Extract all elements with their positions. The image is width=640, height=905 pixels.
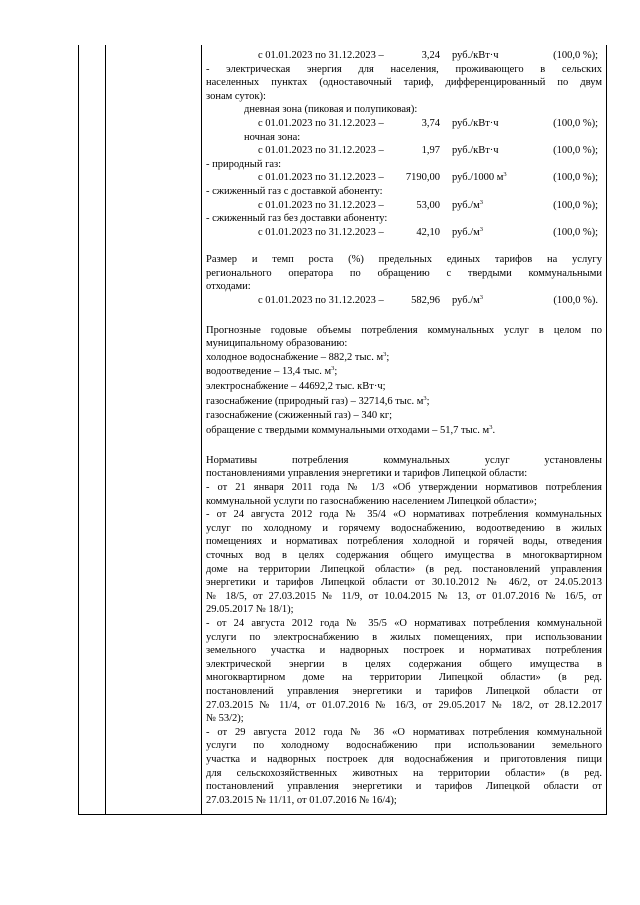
tariff-row-solid-waste-value: 582,96: [411, 294, 440, 306]
volume-sewerage-tail: ;: [334, 365, 338, 377]
norms-line: помещениях и нормативах потребления холодной и горячей воды, отведения: [206, 536, 602, 548]
norms-line: для сельскохозяйственных животных на территории области» (в ред.: [206, 767, 602, 779]
volume-electricity: [206, 380, 602, 394]
tariff-row-solid-waste-unit-text: руб./м: [452, 294, 480, 306]
tariff-row-electricity-unit: [452, 49, 499, 63]
volume-natural-gas: [206, 395, 602, 409]
tariff-row-natural-gas: [206, 171, 602, 185]
volume-cold-water: [206, 351, 602, 365]
lpg-delivery-label: - сжиженный газ с доставкой абоненту:: [206, 186, 383, 197]
tariff-row-natural-gas-unit-text: руб./1000 м: [452, 172, 504, 184]
tariff-row-solid-waste-unit: [452, 294, 483, 308]
tariff-row-night-zone-unit: [452, 144, 499, 158]
norms-line: услуг по холодному и горячему водоснабжению, водоотведению в жилых: [206, 522, 602, 534]
norms-line: земельного участка и надворных построек и нормативах потребления: [206, 645, 602, 657]
tariff-row-night-zone-period: с 01.01.2023 по 31.12.2023 –: [258, 145, 384, 157]
norms-line: электрической энергии в целях содержания общего имущества в: [206, 658, 602, 670]
volume-cold-water-sup: 3: [383, 350, 387, 358]
waste-tariff-line: Размер и темп роста (%) предельных единых тарифов на услугу: [206, 254, 602, 265]
tariff-row-natural-gas-period: с 01.01.2023 по 31.12.2023 –: [258, 172, 384, 184]
tariff-row-lpg-no-delivery-unit-sup: 3: [479, 225, 484, 233]
tariff-row-day-zone: [206, 117, 602, 131]
column-divider-1: [105, 45, 106, 814]
tariff-row-natural-gas-percent: (100,0 %);: [553, 172, 598, 184]
waste-tariff-line: отходами:: [206, 281, 251, 293]
tariff-row-electricity: [206, 49, 602, 63]
tariff-row-night-zone-percent: (100,0 %);: [553, 145, 598, 157]
tariff-row-natural-gas-value: 7190,00: [405, 172, 440, 184]
volume-natural-gas-sup: 3: [423, 394, 427, 402]
tariff-row-lpg-no-delivery-unit: [452, 226, 483, 240]
volume-cold-water-text: холодное водоснабжение – 882,2 тыс. м: [206, 351, 384, 363]
tariff-row-lpg-no-delivery-percent: (100,0 %);: [553, 226, 598, 238]
norms-line: № 53/2);: [206, 713, 244, 725]
norms-line: сточных вод в целях содержания общего имущества в многоквартирном: [206, 550, 602, 562]
tariff-row-lpg-delivery-unit-text: руб./м: [452, 199, 480, 211]
volume-electricity-text: электроснабжение – 44692,2 тыс. кВт·ч;: [206, 381, 386, 393]
norms-line: постановлений управления энергетики и тарифов Липецкой области от: [206, 781, 602, 793]
tariff-row-lpg-delivery-period: с 01.01.2023 по 31.12.2023 –: [258, 199, 384, 211]
natural-gas-label: - природный газ:: [206, 158, 282, 170]
norms-line: постановлениями управления энергетики и тарифов Липецкой области:: [206, 468, 528, 480]
norms-line: постановлений управления энергетики и тарифов Липецкой области от: [206, 686, 602, 698]
volumes-intro-line: Прогнозные годовые объемы потребления коммунальных услуг в целом по: [206, 324, 602, 336]
norms-line: коммунальной услуги по газоснабжению населением Липецкой области»;: [206, 495, 537, 507]
norms-line: - от 24 августа 2012 года № 35/4 «О нормативах потребления коммунальных: [206, 509, 602, 521]
night-zone-label: ночная зона:: [244, 131, 301, 143]
tariff-row-lpg-no-delivery-unit-text: руб./м: [452, 226, 480, 238]
norms-line: многоквартирном доме на территории Липецкой области» (в ред.: [206, 672, 602, 684]
table-text-cell: [206, 45, 602, 815]
tariff-row-electricity-unit-text: руб./кВт·ч: [452, 50, 499, 61]
volume-lpg: [206, 409, 602, 423]
tariff-row-night-zone-value: 1,97: [421, 145, 440, 157]
tariff-row-lpg-no-delivery: [206, 226, 602, 240]
tariff-row-lpg-no-delivery-value: 42,10: [416, 226, 440, 238]
volumes-intro-line: муниципальному образованию:: [206, 338, 348, 350]
tariff-row-electricity-value: 3,24: [421, 50, 440, 61]
rural-heading-line: зонам суток):: [206, 90, 266, 102]
norms-line: услуги по холодному водоснабжению при использовании земельного: [206, 740, 602, 752]
volume-solid-waste-text: обращение с твердыми коммунальными отходами – 51,7 тыс. м: [206, 424, 490, 436]
tariff-row-electricity-period: с 01.01.2023 по 31.12.2023 –: [258, 50, 384, 61]
tariff-row-solid-waste-period: с 01.01.2023 по 31.12.2023 –: [258, 294, 384, 306]
rural-heading-line: населенных пунктах (одноставочный тариф, дифференцированный по двум: [206, 77, 602, 89]
tariff-row-night-zone-unit-text: руб./кВт·ч: [452, 145, 499, 157]
norms-line: 27.03.2015 № 11/4, от 01.07.2016 № 16/3, от 29.05.2017 № 18/2, от 28.12.2017: [206, 699, 602, 711]
tariff-row-natural-gas-unit-sup: 3: [503, 171, 507, 179]
tariff-row-day-zone-value: 3,74: [421, 118, 440, 129]
norms-line: доме на территории Липецкой области» (в ред. постановлений управления: [206, 563, 602, 575]
tariff-row-day-zone-period: с 01.01.2023 по 31.12.2023 –: [258, 118, 384, 129]
tariff-row-lpg-no-delivery-period: с 01.01.2023 по 31.12.2023 –: [258, 226, 384, 238]
tariff-row-night-zone: [206, 144, 602, 158]
tariff-row-lpg-delivery: [206, 199, 602, 213]
tariff-row-solid-waste-unit-sup: 3: [479, 293, 484, 301]
norms-line: - от 21 января 2011 года № 1/3 «Об утверждении нормативов потребления: [206, 482, 602, 494]
day-zone-label: дневная зона (пиковая и полупиковая):: [244, 104, 418, 116]
tariff-row-lpg-delivery-value: 53,00: [416, 199, 440, 211]
norms-line: 27.03.2015 № 11/11, от 01.07.2016 № 16/4);: [206, 794, 397, 806]
tariff-row-lpg-delivery-unit: [452, 199, 483, 213]
norms-line: 29.05.2017 № 18/1);: [206, 604, 294, 616]
lpg-no-delivery-label: - сжиженный газ без доставки абоненту:: [206, 213, 388, 225]
norms-line: - от 29 августа 2012 года № 36 «О нормативах потребления коммунальной: [206, 726, 602, 738]
tariff-row-day-zone-unit: [452, 117, 499, 131]
tariff-row-lpg-delivery-percent: (100,0 %);: [553, 199, 598, 211]
volume-solid-waste-tail: .: [492, 424, 496, 436]
volume-sewerage-sup: 3: [331, 364, 335, 372]
column-divider-2: [201, 45, 202, 814]
norms-line: № 18/5, от 27.03.2015 № 11/9, от 10.04.2015 № 13, от 01.07.2016 № 16/5, от: [206, 590, 602, 602]
volume-sewerage: [206, 365, 602, 379]
tariff-row-electricity-percent: (100,0 %);: [553, 50, 598, 61]
volume-solid-waste: [206, 424, 602, 438]
volume-solid-waste-sup: 3: [489, 423, 493, 431]
volume-sewerage-text: водоотведение – 13,4 тыс. м: [206, 365, 332, 377]
norms-line: Нормативы потребления коммунальных услуг установлены: [206, 454, 602, 466]
norms-line: - от 24 августа 2012 года № 35/5 «О нормативах потребления коммунальной: [206, 618, 602, 630]
tariff-row-solid-waste: [206, 294, 602, 308]
norms-line: участка и надворных построек для водоснабжения и приготовления пищи: [206, 754, 602, 766]
volume-natural-gas-tail: ;: [426, 395, 430, 407]
norms-line: энергетики и тарифов Липецкой области от 30.10.2012 № 46/2, от 24.05.2013: [206, 577, 602, 589]
tariff-row-lpg-delivery-unit-sup: 3: [479, 198, 484, 206]
rural-heading-line: - электрическая энергия для населения, проживающего в сельских: [206, 63, 602, 75]
volume-cold-water-tail: ;: [386, 351, 390, 363]
volume-natural-gas-text: газоснабжение (природный газ) – 32714,6 тыс. м: [206, 395, 424, 407]
tariff-row-day-zone-percent: (100,0 %);: [553, 118, 598, 129]
tariff-row-solid-waste-percent: (100,0 %).: [553, 294, 598, 306]
norms-line: услуги по электроснабжению в жилых помещениях, при использовании: [206, 631, 602, 643]
waste-tariff-line: регионального оператора по обращению с твердыми коммунальными: [206, 267, 602, 279]
tariff-row-day-zone-unit-text: руб./кВт·ч: [452, 118, 499, 129]
volume-lpg-text: газоснабжение (сжиженный газ) – 340 кг;: [206, 410, 393, 422]
tariff-row-natural-gas-unit: [452, 171, 507, 185]
